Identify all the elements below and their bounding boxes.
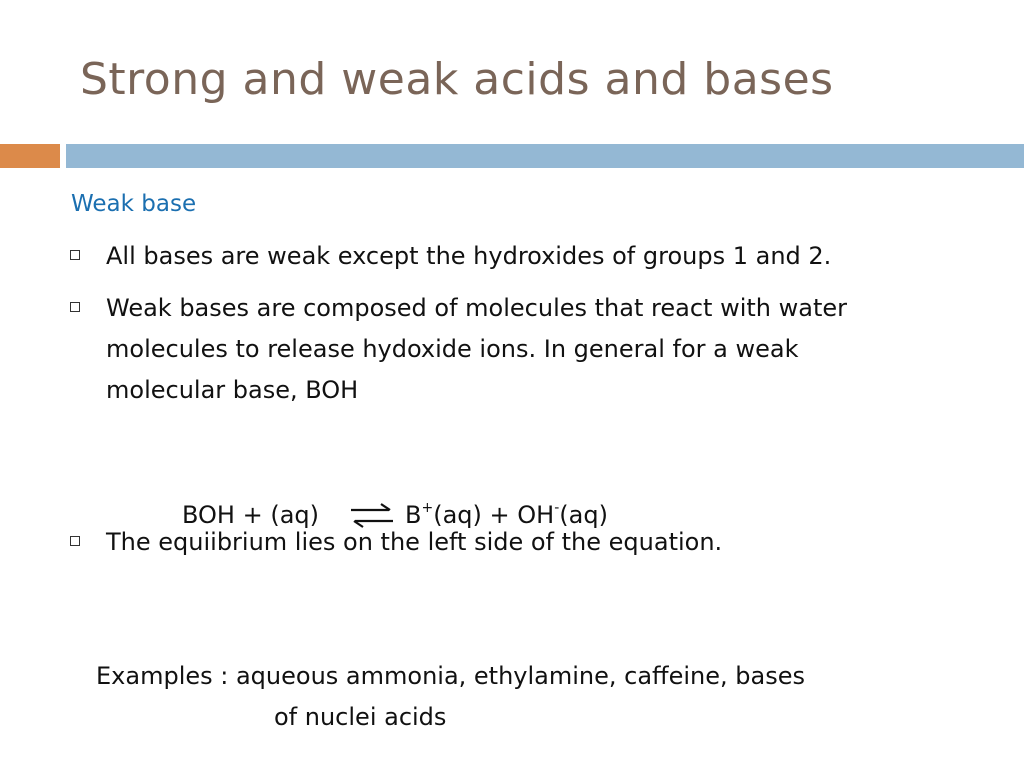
examples-line-1: Examples : aqueous ammonia, ethylamine, caffeine, bases <box>96 662 805 690</box>
hollow-square-bullet-icon <box>70 536 80 546</box>
hollow-square-bullet-icon <box>70 302 80 312</box>
subheading-weak-base: Weak base <box>71 191 197 217</box>
bullet-line: molecular base, BOH <box>106 376 359 404</box>
bullet-text-1 <box>106 236 831 277</box>
accent-bar-orange <box>0 144 60 168</box>
equation-oh-charge: - <box>554 500 560 516</box>
bullet-line: The equiibrium lies on the left side of the equation. <box>106 528 723 556</box>
bullet-text-3 <box>106 522 722 563</box>
hollow-square-bullet-icon <box>70 250 80 260</box>
examples-line-2: of nuclei acids <box>274 703 447 731</box>
bullet-line: molecules to release hydoxide ions. In general for a weak <box>106 335 799 363</box>
bullet-text-2 <box>106 288 847 411</box>
examples-text <box>96 656 805 738</box>
equation-reactants: BOH + (aq) <box>182 501 320 529</box>
accent-bar-blue <box>66 144 1024 168</box>
bullet-line: All bases are weak except the hydroxides of groups 1 and 2. <box>106 242 832 270</box>
equation-product-mid: (aq) + OH <box>433 501 555 529</box>
equation-b-charge: + <box>421 500 434 516</box>
slide-title: Strong and weak acids and bases <box>80 54 834 105</box>
equation-product-end: (aq) <box>559 501 608 529</box>
equation-product-b: B <box>405 501 422 529</box>
bullet-line: Weak bases are composed of molecules that react with water <box>106 294 847 322</box>
